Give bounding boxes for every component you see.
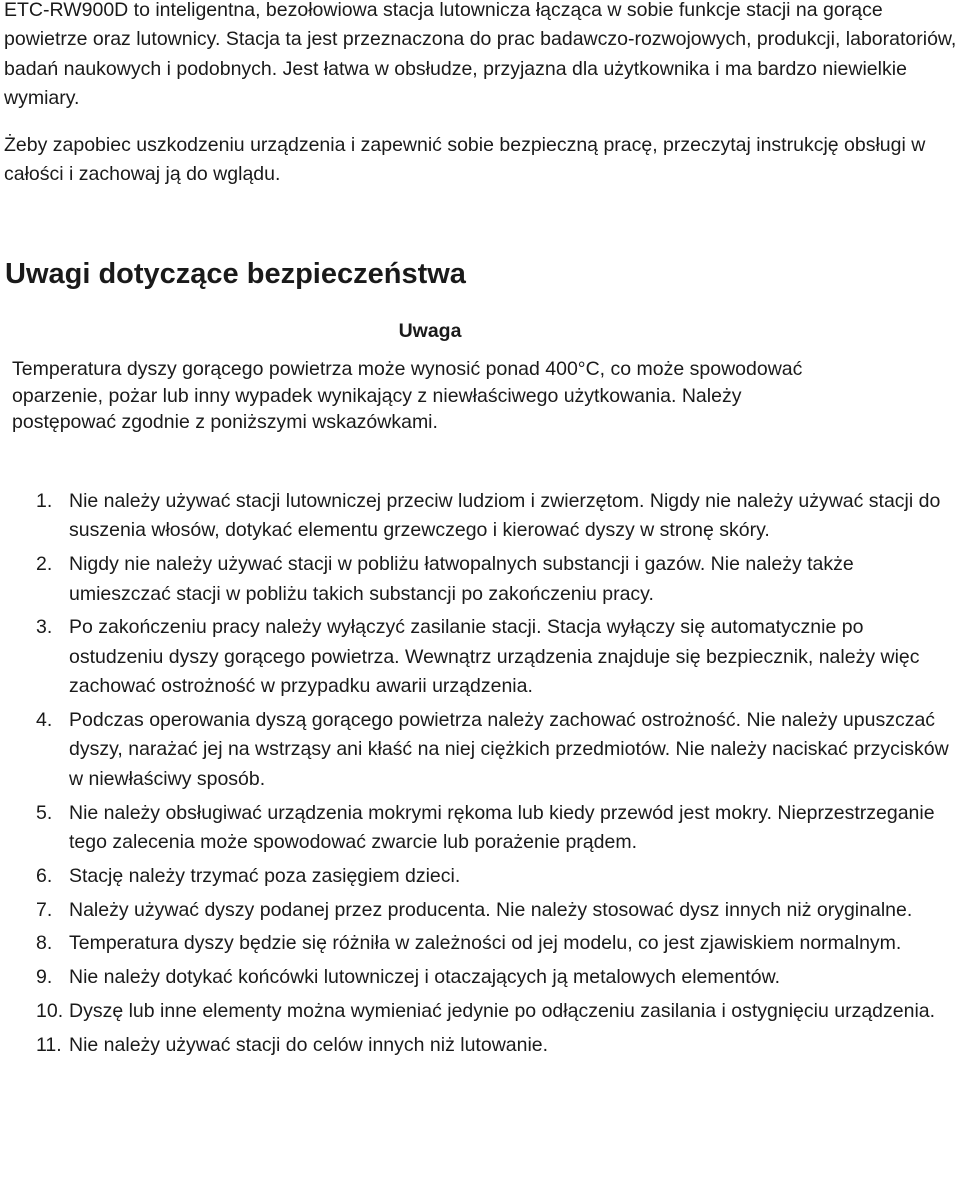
- list-item-text: Należy używać dyszy podanej przez producenta. Nie należy stosować dysz innych niż oryginalne.: [69, 898, 913, 921]
- list-item-text: Po zakończeniu pracy należy wyłączyć zasilanie stacji. Stacja wyłączy się automatycznie po ostudzeniu dyszy gorącego powietrza. Wewnątrz urządzenia znajduje się bezpiecznik, należy więc zachować ostrożność w przypadku awarii urządzenia.: [69, 616, 920, 698]
- list-item-text: Nie należy używać stacji lutowniczej przeciw ludziom i zwierzętom. Nigdy nie należy używać stacji do suszenia włosów, dotykać elementu grzewczego i kierować dyszy w stronę skóry.: [69, 490, 941, 542]
- list-item-text: Podczas operowania dyszą gorącego powietrza należy zachować ostrożność. Nie należy upuszczać dyszy, narażać jej na wstrząsy ani kłaść na niej ciężkich przedmiotów. Nie należy naciskać przycisków w niewłaściwy sposób.: [69, 709, 949, 790]
- section-title: Uwagi dotyczące bezpieczeństwa: [5, 258, 466, 290]
- list-item-number: 7.: [36, 898, 53, 921]
- list-item-text: Stację należy trzymać poza zasięgiem dzieci.: [69, 864, 461, 887]
- list-item: [0, 799, 960, 858]
- list-item-text: Nie należy obsługiwać urządzenia mokrymi rękoma lub kiedy przewód jest mokry. Nieprzestrzeganie tego zalecenia może spowodować zwarcie lub porażenie prądem.: [69, 801, 935, 854]
- list-item: [0, 487, 960, 546]
- list-item: [0, 550, 960, 609]
- list-item-text: Nie należy dotykać końcówki lutowniczej i otaczających ją metalowych elementów.: [69, 966, 780, 989]
- intro-paragraph: ETC-RW900D to inteligentna, bezołowiowa stacja lutownicza łącząca w sobie funkcje stacji na gorące powietrze oraz lutownicy. Stacja ta jest przeznaczona do prac badawczo-rozwojowych, produkcji, laboratoriów, badań naukowych i podobnych. Jest łatwa w obsłudze, przyjazna dla użytkownika i ma bardzo niewielkie wymiary.: [4, 0, 957, 109]
- list-item-number: 6.: [36, 864, 53, 887]
- list-item-number: 8.: [36, 932, 53, 955]
- list-item-number: 10.: [36, 1000, 64, 1023]
- list-item: [0, 862, 960, 891]
- warning-text: Temperatura dyszy gorącego powietrza może wynosić ponad 400°C, co może spowodować oparzenie, pożar lub inny wypadek wynikający z niewłaściwego użytkowania. Należy postępować zgodnie z poniższymi wskazówkami.: [12, 358, 803, 433]
- list-item-number: 9.: [36, 966, 53, 989]
- list-item-number: 1.: [36, 490, 53, 512]
- list-item-number: 5.: [36, 801, 53, 824]
- list-item-number: 2.: [36, 553, 53, 576]
- list-item-text: Dyszę lub inne elementy można wymieniać jedynie po odłączeniu zasilania i ostygnięciu urządzenia.: [69, 1000, 936, 1023]
- warning-title: Uwaga: [398, 320, 462, 342]
- list-item: [0, 1031, 960, 1060]
- list-item-text: Nigdy nie należy używać stacji w pobliżu łatwopalnych substancji i gazów. Nie należy także umieszczać stacji w pobliżu takich substancji po zakończeniu pracy.: [69, 553, 854, 605]
- list-item-number: 3.: [36, 616, 53, 639]
- list-item: [0, 997, 960, 1026]
- list-item: [0, 613, 960, 701]
- list-item: [0, 706, 960, 794]
- list-item: [0, 896, 960, 925]
- list-item: [0, 929, 960, 958]
- list-item-text: Nie należy używać stacji do celów innych niż lutowanie.: [69, 1033, 549, 1056]
- intro-instruction-paragraph: Żeby zapobiec uszkodzeniu urządzenia i zapewnić sobie bezpieczną pracę, przeczytaj instrukcję obsługi w całości i zachowaj ją do wglądu.: [4, 134, 926, 186]
- list-item-number: 4.: [36, 709, 53, 732]
- list-item-number: 11.: [36, 1033, 62, 1056]
- list-item-text: Temperatura dyszy będzie się różniła w zależności od jej modelu, co jest zjawiskiem normalnym.: [69, 932, 902, 955]
- safety-rules-list: [0, 487, 960, 1065]
- list-item: [0, 963, 960, 992]
